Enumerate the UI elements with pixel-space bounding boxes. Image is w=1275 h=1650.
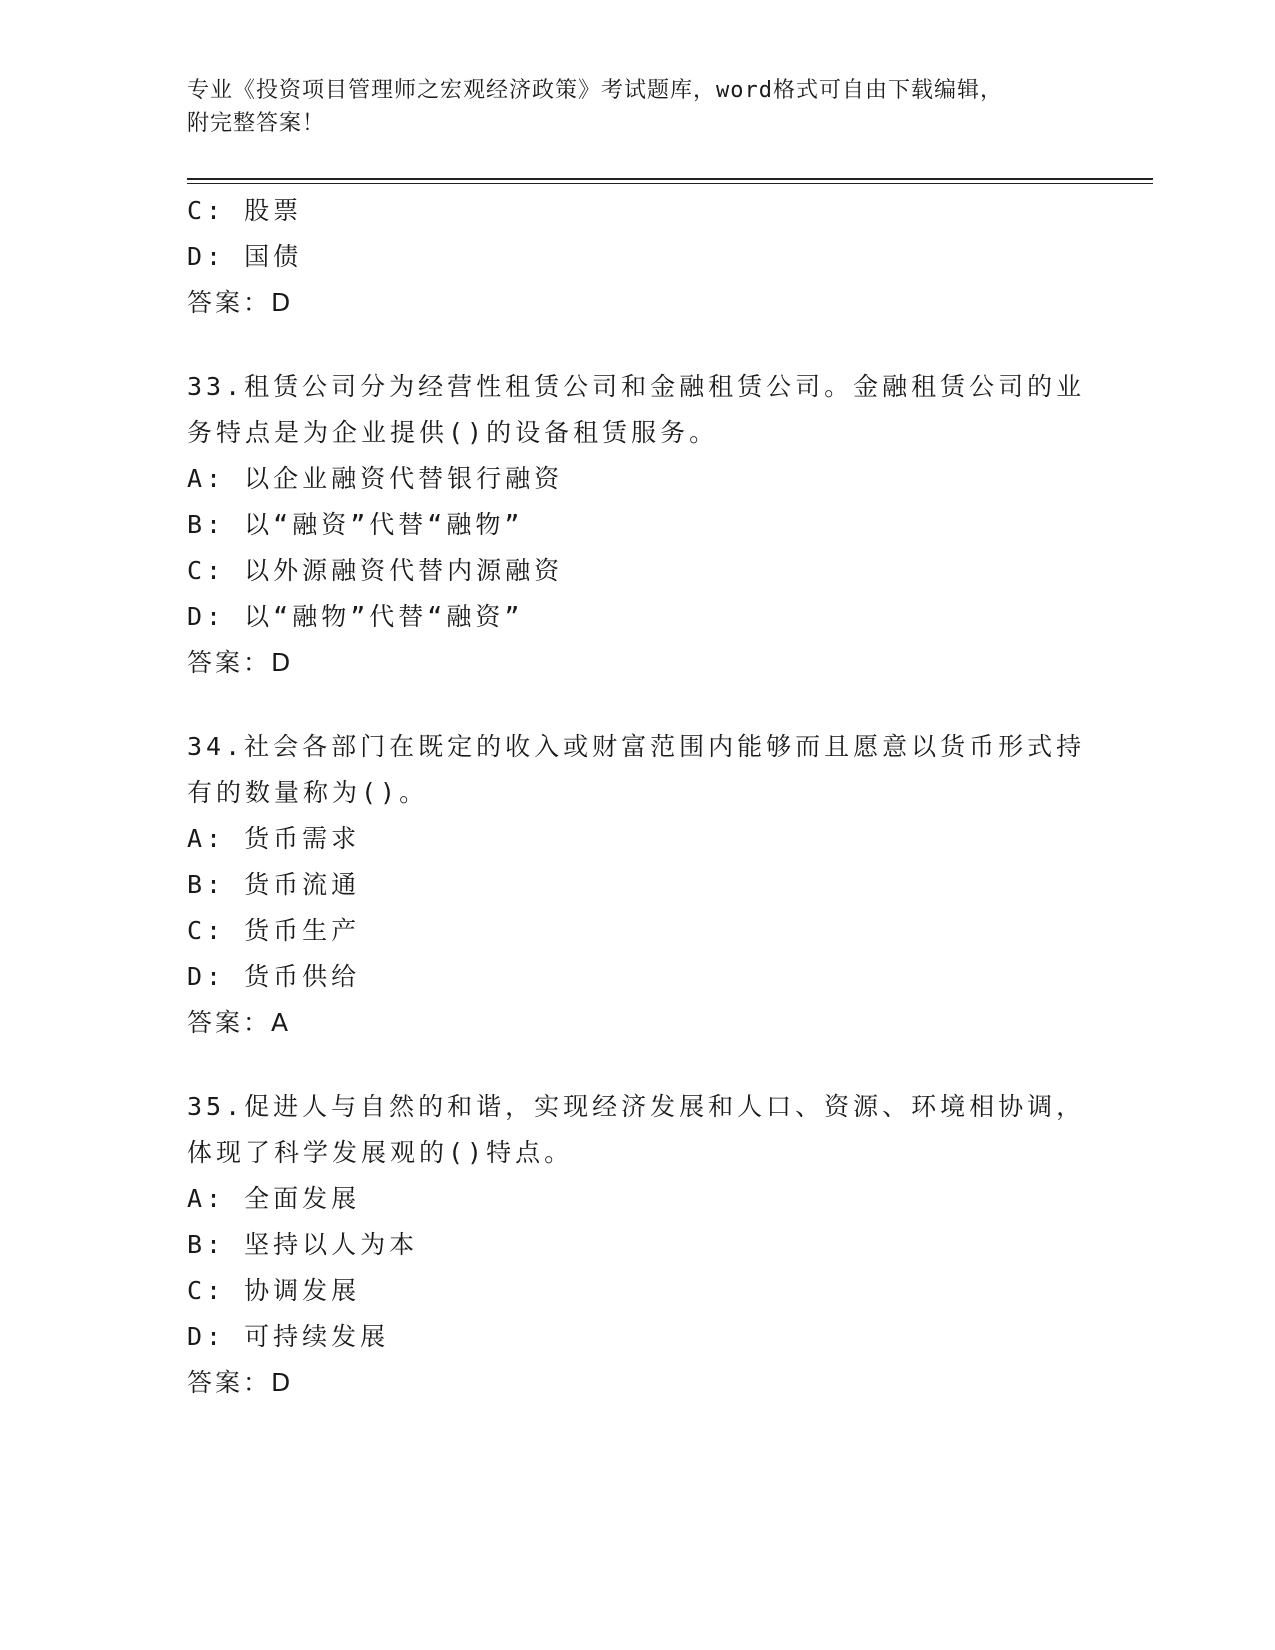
option-label: A: bbox=[187, 464, 226, 493]
answer-line: 答案：D bbox=[187, 1368, 294, 1397]
option-label: B: bbox=[187, 870, 226, 899]
option-a bbox=[187, 1176, 1087, 1222]
header-rule-thick bbox=[187, 178, 1153, 180]
spacer bbox=[187, 1046, 1087, 1084]
option-label: D: bbox=[187, 242, 226, 271]
option-d bbox=[187, 1314, 1087, 1360]
answer-line: 答案：D bbox=[187, 288, 294, 317]
question-continuation bbox=[187, 188, 1087, 326]
option-text: 股票 bbox=[244, 196, 303, 225]
question-34 bbox=[187, 724, 1087, 1046]
option-a bbox=[187, 816, 1087, 862]
option-text: 国债 bbox=[244, 242, 303, 271]
question-stem-line: 务特点是为企业提供()的设备租赁服务。 bbox=[187, 418, 719, 447]
question-33 bbox=[187, 364, 1087, 686]
option-label: C: bbox=[187, 196, 226, 225]
option-text: 以企业融资代替银行融资 bbox=[244, 464, 564, 493]
option-label: A: bbox=[187, 1184, 226, 1213]
option-text: 坚持以人为本 bbox=[244, 1230, 419, 1259]
option-b bbox=[187, 862, 1087, 908]
option-label: D: bbox=[187, 602, 226, 631]
option-c bbox=[187, 908, 1087, 954]
option-label: D: bbox=[187, 1322, 226, 1351]
option-label: A: bbox=[187, 824, 226, 853]
option-text: 货币需求 bbox=[244, 824, 361, 853]
question-stem-line: 有的数量称为()。 bbox=[187, 778, 429, 807]
option-a bbox=[187, 456, 1087, 502]
answer-line: 答案：D bbox=[187, 648, 294, 677]
option-text: 协调发展 bbox=[244, 1276, 361, 1305]
spacer bbox=[187, 686, 1087, 724]
question-stem-line: 体现了科学发展观的()特点。 bbox=[187, 1138, 574, 1167]
document-header bbox=[187, 74, 1087, 140]
header-line-1: 专业《投资项目管理师之宏观经济政策》考试题库，word格式可自由下载编辑， bbox=[187, 78, 1003, 103]
option-text: 货币流通 bbox=[244, 870, 361, 899]
option-label: C: bbox=[187, 916, 226, 945]
header-line-2: 附完整答案！ bbox=[187, 111, 326, 136]
option-text: 货币生产 bbox=[244, 916, 361, 945]
option-d bbox=[187, 234, 1087, 280]
option-label: B: bbox=[187, 1230, 226, 1259]
option-c bbox=[187, 1268, 1087, 1314]
option-label: C: bbox=[187, 1276, 226, 1305]
spacer bbox=[187, 326, 1087, 364]
question-stem-line: 34.社会各部门在既定的收入或财富范围内能够而且愿意以货币形式持 bbox=[187, 732, 1086, 761]
question-35 bbox=[187, 1084, 1087, 1406]
option-text: 全面发展 bbox=[244, 1184, 361, 1213]
answer-line: 答案：A bbox=[187, 1008, 292, 1037]
question-stem-line: 35.促进人与自然的和谐，实现经济发展和人口、资源、环境相协调， bbox=[187, 1092, 1086, 1121]
option-text: 以外源融资代替内源融资 bbox=[244, 556, 564, 585]
option-b bbox=[187, 502, 1087, 548]
question-stem-line: 33.租赁公司分为经营性租赁公司和金融租赁公司。金融租赁公司的业 bbox=[187, 372, 1086, 401]
option-text: 以“融物”代替“融资” bbox=[244, 602, 524, 631]
option-label: C: bbox=[187, 556, 226, 585]
option-label: D: bbox=[187, 962, 226, 991]
option-label: B: bbox=[187, 510, 226, 539]
option-d bbox=[187, 954, 1087, 1000]
option-c bbox=[187, 548, 1087, 594]
option-text: 可持续发展 bbox=[244, 1322, 390, 1351]
question-list bbox=[187, 188, 1087, 1406]
option-d bbox=[187, 594, 1087, 640]
option-c bbox=[187, 188, 1087, 234]
option-text: 以“融资”代替“融物” bbox=[244, 510, 524, 539]
option-b bbox=[187, 1222, 1087, 1268]
option-text: 货币供给 bbox=[244, 962, 361, 991]
header-rule-thin bbox=[187, 183, 1153, 184]
